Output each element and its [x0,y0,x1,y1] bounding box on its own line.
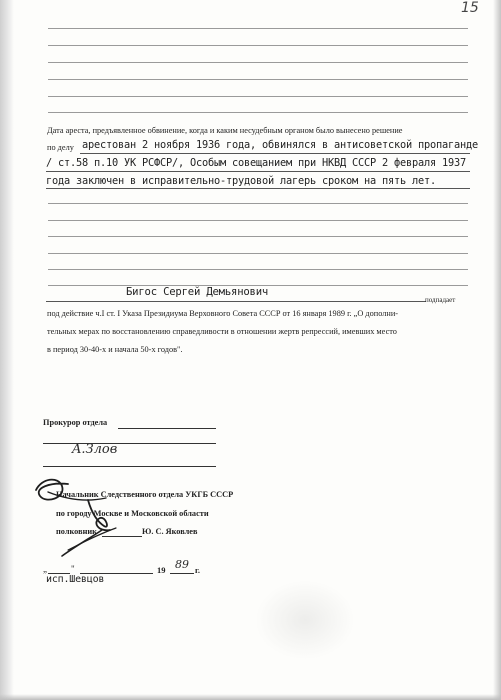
prosecutor-underline [43,466,216,467]
blank-rule [48,96,468,97]
page-number: 15 [461,0,479,16]
date-year-underline [170,573,194,574]
fill-underline [46,188,470,189]
fill-underline [80,153,470,154]
chief-title-line: Начальник Следственного отдела УКГБ СССР [56,490,234,499]
date-close-quote: " [71,564,75,574]
blank-rule [48,28,468,29]
chief-title-line: полковник [56,527,97,536]
faint-stamp [255,580,355,660]
blank-rule [48,253,468,254]
date-year-prefix: 19 [157,565,166,575]
chief-title-line: по городу Москве и Московской области [56,509,209,518]
blank-rule [48,236,468,237]
date-year: 89 [175,558,189,571]
person-hint: подпадает [425,296,456,304]
prosecutor-label: Прокурор отдела [43,418,108,427]
chief-name: Ю. С. Яковлев [142,527,198,536]
name-underline [46,301,426,302]
date-open-quote: „ [43,564,47,574]
decree-line: тельных мерах по восстановлению справедливости в отношении жертв репрессий, имевших место [47,327,397,336]
arrest-text-line: года заключен в исправительно-трудовой лагерь сроком на пять лет. [46,175,436,187]
scan-edge-bottom [0,694,501,700]
date-year-suffix: г. [195,565,201,575]
arrest-text-line: арестован 2 ноября 1936 года, обвинялся в антисоветской пропаганде [82,139,478,151]
chief-signature-icon [28,470,148,565]
prosecutor-underline [118,428,216,429]
scan-edge-right [493,0,501,700]
person-name: Бигос Сергей Демьянович [126,286,269,298]
arrest-prompt-line2: по делу [47,143,74,152]
blank-rule [48,45,468,46]
blank-rule [48,203,468,204]
executor: исп.Шевцов [46,574,105,585]
blank-rule [48,79,468,80]
prosecutor-underline [43,443,216,444]
blank-rule [48,220,468,221]
decree-line: в период 30-40-х и начала 50-х годов". [47,345,183,354]
arrest-prompt-line1: Дата ареста, предъявленное обвинение, когда и каким несудебным органом было вынесено решение [47,126,403,135]
decree-line: под действие ч.I ст. I Указа Президиума Верховного Совета СССР от 16 января 1989 г. „О дополни- [47,309,399,318]
fill-underline [46,171,470,172]
scan-edge-left [0,0,14,700]
blank-rule [48,62,468,63]
blank-rule [48,269,468,270]
prosecutor-signature: A.Злов [72,442,118,457]
arrest-text-line: / ст.58 п.10 УК РСФСР/, Особым совещанием при НКВД СССР 2 февраля 1937 [46,157,466,169]
blank-rule [48,112,468,113]
